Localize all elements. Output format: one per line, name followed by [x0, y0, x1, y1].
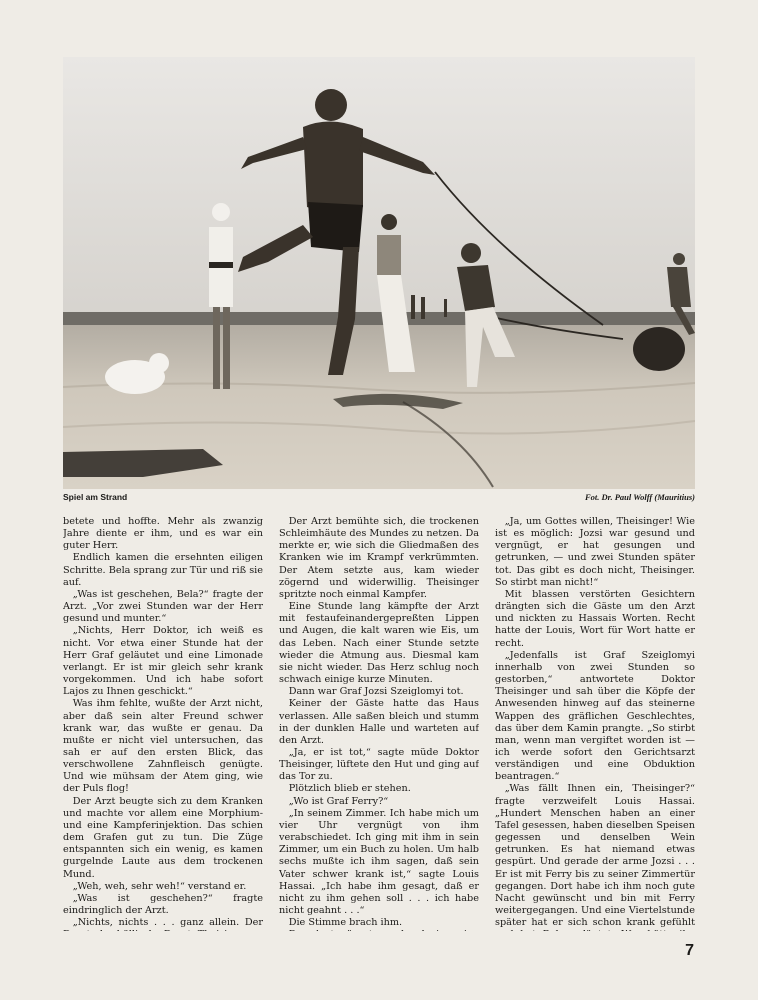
paragraph — [279, 929, 479, 931]
paragraph: Eine Stunde lang kämpfte der Arzt mit festaufeinandergepreßten Lippen und Augen, die kalt waren wie Eis, um das Leben. Nach einer Stunde setzte wieder die Atmung aus. Diesmal kam sie nicht wieder. Das Herz schlug noch schwach einige kurze Minuten. — [279, 601, 479, 686]
article-body — [63, 516, 695, 931]
beach-photo — [63, 57, 695, 489]
paragraph: „Wo ist Graf Ferry?“ — [288, 795, 389, 807]
paragraph: Der Arzt bemühte sich, die trockenen Schleimhäute des Mundes zu netzen. Da merkte er, wie sich die Gliedmaßen des Kranken wie im Krampf verkrümmten. Der Atem setzte aus, kam wieder zögernd und widerwillig. Theisinger spritzte noch einmal Kampfer. — [279, 516, 479, 600]
paragraph: „In seinem Zimmer. Ich habe mich um vier Uhr vergnügt von ihm verabschiedet. Ich ging mit ihm in sein Zimmer, um ein Buch zu holen. Um halb sechs mußte ich ihm sagen, daß sein Vater schwer krank ist,“ sagte Louis Hassai. „Ich habe ihm gesagt, daß er nicht zu ihm gehen soll . . . ich habe nicht geahnt . . .“ — [279, 807, 479, 916]
beach-scene-illustration — [63, 57, 695, 489]
paragraph: Endlich kamen die ersehnten eiligen Schritte. Bela sprang zur Tür und riß sie auf. — [63, 552, 263, 588]
paragraph: Was ihm fehlte, wußte der Arzt nicht, aber daß sein alter Freund schwer krank war, das wußte er genau. Da mußte er nicht viel untersuchen, das sah er auf den ersten Blick, das verschwollene Zahnfleisch genügte. Und wie mühsam der Atem ging, wie der Puls flog! — [63, 698, 263, 795]
photo-caption: Spiel am Strand — [63, 492, 128, 502]
paragraph: Mit blassen verstörten Gesichtern drängten sich die Gäste um den Arzt und nickten zu Hassais Worten. Recht hatte der Louis, Wort für Wort hatte er recht. — [495, 588, 695, 649]
text-column-1 — [63, 516, 263, 931]
photo-credit: Fot. Dr. Paul Wolff (Mauritius) — [584, 492, 695, 502]
paragraph: „Was fällt Ihnen ein, Theisinger?“ fragte verzweifelt Louis Hassai. „Hundert Menschen haben an einer Tafel gesessen, haben dieselben Speisen gegessen und denselben Wein getrunken. Es hat niemand etwas gespürt. Und gerade der arme Jozsi . . . Er ist mit Ferry bis zu seiner Zimmertür gegangen. Dort habe ich ihm noch gute Nacht gewünscht und bin mit Ferry weitergegangen. Und eine Viertelstunde später hat er sich schon krank gefühlt — [495, 783, 695, 929]
paragraph: betete und hoffte. Mehr als zwanzig Jahre diente er ihm, und es war ein guter Herr. — [63, 516, 263, 552]
paragraph: „Nichts, nichts . . . ganz allein. Der — [72, 917, 263, 929]
paragraph: „Ja, er ist tot,“ sagte müde Doktor Theisinger, lüftete den Hut und ging auf das Tor zu. — [279, 746, 479, 783]
paragraph: Dann war Graf Jozsi Szeiglomyi tot. — [288, 686, 464, 698]
paragraph: „Nichts, Herr Doktor, ich weiß es nicht. Vor etwa einer Stunde hat der Herr Graf geläutet und eine Limonade verlangt. Er ist mir gleich sehr krank vorgekommen. Und ich habe sofort Lajos zu Ihnen geschickt.“ — [63, 625, 263, 698]
paragraph: Der Arzt beugte sich zu dem Kranken und machte vor allem eine Morphium- und eine Kampferinjektion. Das schien dem Grafen gut zu tun. Die Züge entspannten sich ein wenig, es kamen gurgelnde Laute aus dem trockenen Mund. — [63, 795, 263, 880]
text-column-3 — [495, 516, 695, 931]
paragraph: Keiner der Gäste hatte das Haus verlassen. Alle saßen bleich und stumm in der dunklen Halle und warteten auf den Arzt. — [279, 698, 479, 746]
paragraph: Plötzlich blieb er stehen. — [288, 783, 411, 795]
paragraph: Die Stimme brach ihm. — [288, 917, 403, 929]
paragraph: „Jedenfalls ist Graf Szeiglomyi innerhalb von zwei Stunden so gestorben,“ antwortete Doktor Theisinger und sah über die Köpfe der Anwesenden hinweg auf das steinerne Wappen des gräflichen Geschlechtes, das über dem Kamin prangte. „So stirbt man, wenn man vergiftet worden ist — ich werde sofort den Gerichtsarzt verständigen und eine Obduktion beantragen.“ — [495, 649, 695, 783]
paragraph: „Ja, um Gottes willen, Theisinger! Wie ist es möglich: Jozsi war gesund und vergnügt, er hat gesungen und getrunken, — und zwei Stunden später tot. Das gibt es doch nicht, Theisinger. So stirbt man nicht!“ — [495, 516, 695, 588]
paragraph: „Was ist geschehen?“ fragte eindringlich der Arzt. — [63, 892, 263, 916]
text-column-2 — [279, 516, 479, 931]
paragraph: „Weh, weh, sehr weh!“ verstand er. — [72, 880, 247, 892]
page-number: 7 — [685, 942, 694, 959]
paragraph: „Was ist geschehen, Bela?“ fragte der Arzt. „Vor zwei Stunden war der Herr gesund und munter.“ — [63, 588, 263, 625]
